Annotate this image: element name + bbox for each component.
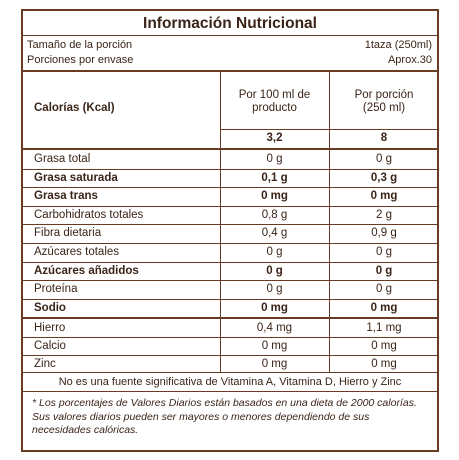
nutrition-label [21,9,439,452]
row-divider [23,187,437,188]
divider [23,372,437,373]
footnote: * Los porcentajes de Valores Diarios están basados en una dieta de 2000 calorías. Sus valores diarios pueden ser mayores o menores dependiendo de sus necesidades calóricas. [32,397,417,436]
vitamin-note: No es una fuente significativa de Vitamina A, Vitamina D, Hierro y Zinc [58,376,402,388]
row-divider [23,262,437,263]
nutrient-per-serving: 0 g [376,153,392,165]
nutrient-per-serving: 0,9 g [371,227,397,240]
calories-per-100ml: 3,2 [266,132,283,144]
calories-per-serving: 8 [380,132,388,144]
nutrient-per-100ml: 0,8 g [261,208,288,221]
nutrient-name: Azúcares añadidos [34,264,139,277]
mineral-per-100ml: 0,4 mg [256,322,293,334]
nutrient-name: Sodio [34,301,66,314]
nutrient-per-100ml: 0 g [266,264,283,277]
nutrient-per-serving: 0,3 g [370,171,398,184]
mineral-per-100ml: 0 mg [261,340,288,352]
row-divider [23,169,437,170]
servings-per-container-label: Porciones por envase [27,54,134,66]
mineral-per-serving: 0 mg [371,340,397,352]
nutrient-per-serving: 0 g [376,246,392,258]
serving-size-label: Tamaño de la porción [27,39,133,51]
row-divider [23,355,437,356]
row-divider [23,337,437,338]
mineral-per-100ml: 0 mg [261,358,288,370]
nutrient-per-serving: 0 g [375,264,393,277]
row-divider [23,224,437,225]
nutrient-per-100ml: 0 g [266,153,283,165]
calories-label: Calorías (Kcal) [34,102,115,114]
servings-per-container-value: Aprox.30 [387,54,432,66]
per-serving-header: Por porción (250 ml) [354,89,414,114]
mineral-name: Calcio [34,340,66,352]
divider-thick [23,148,437,150]
nutrient-name: Grasa total [34,153,91,165]
row-divider [23,280,437,281]
divider [23,391,437,392]
nutrient-per-100ml: 0 g [266,246,283,258]
nutrient-per-100ml: 0 g [266,283,283,296]
nutrient-per-serving: 0 mg [370,190,398,203]
label-title: Información Nutricional [143,15,317,32]
mineral-name: Hierro [34,322,66,334]
row-divider [23,206,437,207]
mineral-per-serving: 0 mg [371,358,397,370]
per-100ml-header: Por 100 ml de producto [238,89,311,114]
divider-thick [23,317,437,319]
mineral-name: Zinc [34,358,56,370]
nutrient-name: Carbohidratos totales [34,208,144,221]
nutrient-name: Azúcares totales [34,246,120,258]
nutrient-per-100ml: 0,1 g [261,171,288,184]
nutrient-name: Proteína [34,283,78,296]
divider [220,129,437,130]
divider-thick [23,70,437,72]
serving-size-value: 1taza (250ml) [364,39,432,51]
row-divider [23,299,437,300]
nutrient-per-serving: 0 mg [370,301,398,314]
nutrient-per-100ml: 0 mg [261,301,288,314]
nutrient-per-100ml: 0 mg [261,190,288,203]
nutrient-per-serving: 2 g [376,208,392,221]
mineral-per-serving: 1,1 mg [366,322,402,334]
nutrient-per-serving: 0 g [376,283,392,296]
nutrient-name: Fibra dietaria [34,227,102,240]
divider [23,35,437,36]
row-divider [23,243,437,244]
nutrient-name: Grasa saturada [34,171,118,184]
nutrient-name: Grasa trans [34,190,98,203]
nutrient-per-100ml: 0,4 g [261,227,288,240]
